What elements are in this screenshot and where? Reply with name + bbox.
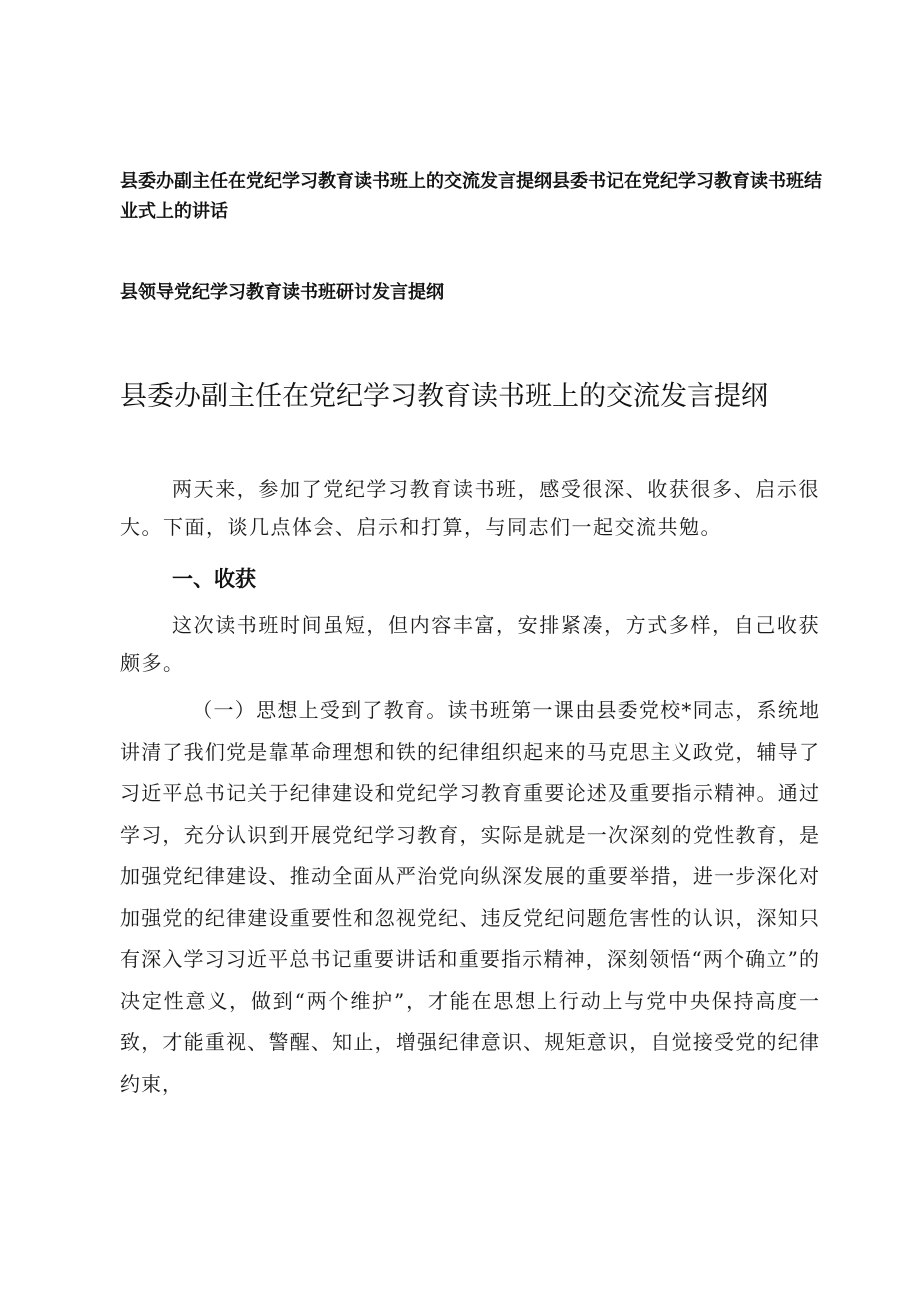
subsection-paragraph-1 — [120, 690, 820, 1105]
subsection-text: （一）思想上受到了教育。读书班第一课由县委党校*同志，系统地讲清了我们党是靠革命理想和铁的纪律组织起来的马克思主义政党，辅导了习近平总书记关于纪律建设和党纪学习教育重要论述及重要指示精神。通过学习，充分认识到开展党纪学习教育，实际是就是一次深刻的党性教育，是加强党纪律建设、推动全面从严治党向纵深发展的重要举措，进一步深化对加强党的纪律建设重要性和忽视党纪、违反党纪问题危害性的认识，深知只有深入学习习近平总书记重要讲话和重要指示精神，深刻领悟“两个确立”的决定性意义，做到“两个维护”，才能在思想上行动上与党中央保持高度一致，才能重视、警醒、知止，增强纪律意识、规矩意识，自觉接受党的纪律约束， — [120, 698, 820, 1096]
intro-paragraph: 两天来，参加了党纪学习教育读书班，感受很深、收获很多、启示很大。下面，谈几点体会、启示和打算，与同志们一起交流共勉。 — [120, 477, 820, 539]
section-heading-harvest: 一、收获 — [172, 567, 256, 591]
section-intro-paragraph: 这次读书班时间虽短，但内容丰富，安排紧凑，方式多样，自己收获颇多。 — [120, 613, 820, 675]
toc-entry-2: 县领导党纪学习教育读书班研讨发言提纲 — [120, 282, 444, 303]
toc-entry-1: 县委办副主任在党纪学习教育读书班上的交流发言提纲县委书记在党纪学习教育读书班结业式上的讲话 — [120, 171, 822, 222]
document-title: 县委办副主任在党纪学习教育读书班上的交流发言提纲 — [120, 381, 768, 412]
